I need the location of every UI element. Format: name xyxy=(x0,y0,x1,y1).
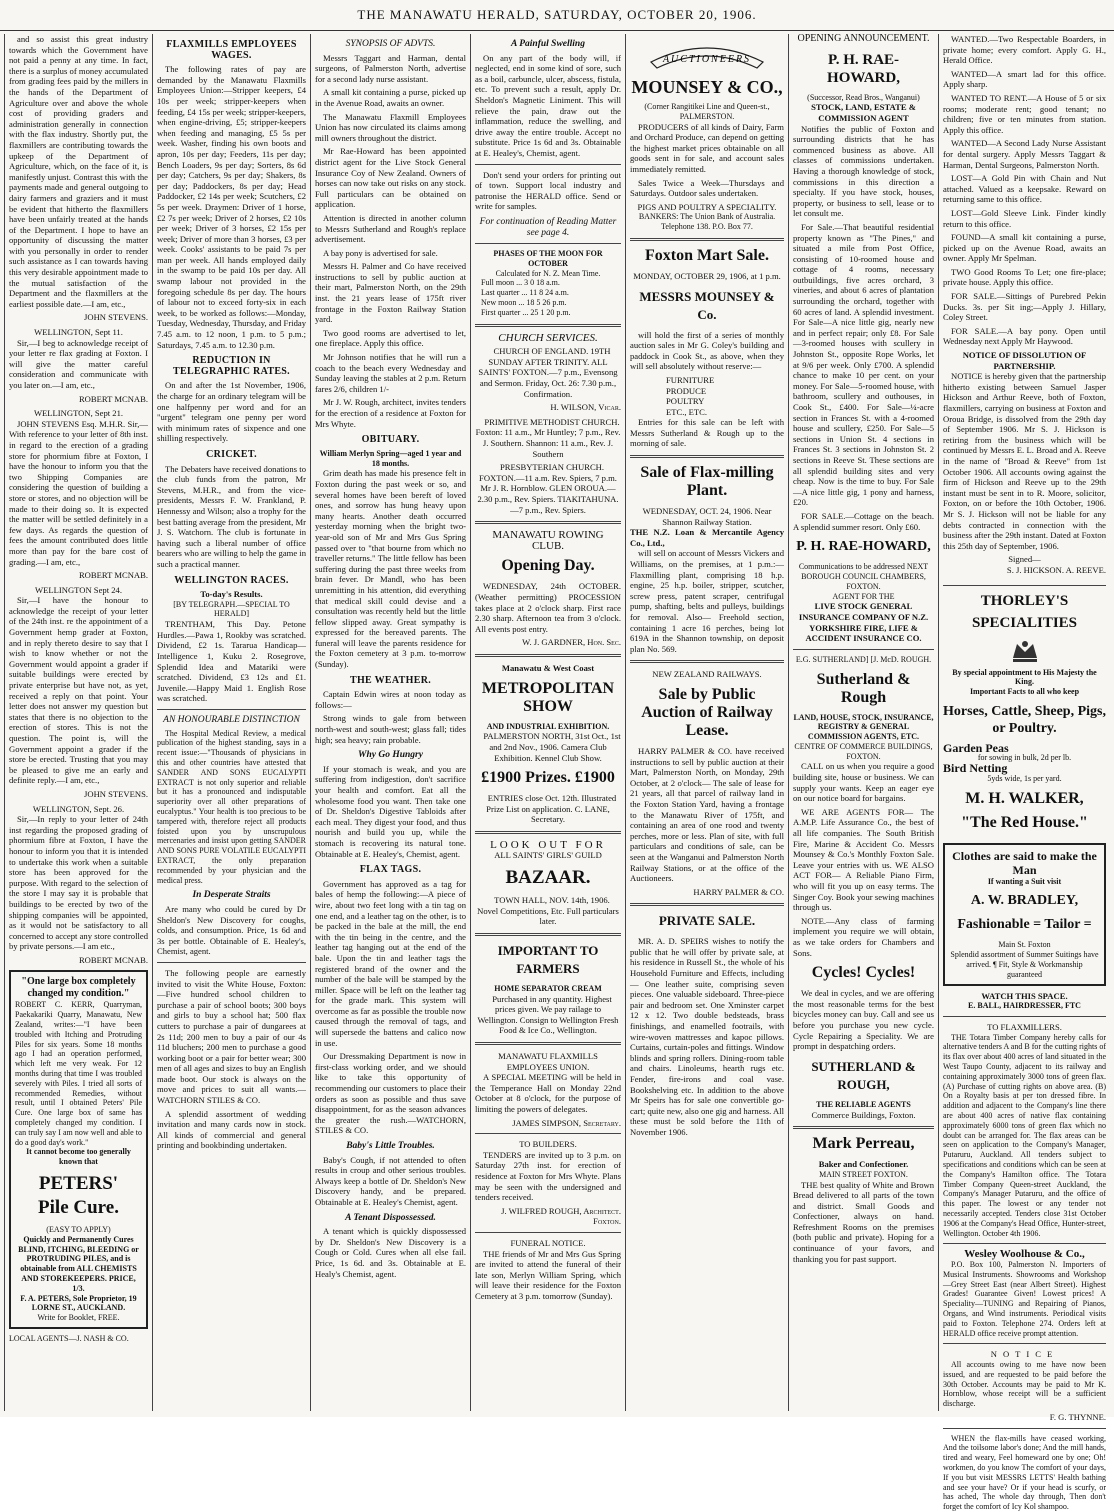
divider xyxy=(630,903,784,906)
article-text: Attention is directed in another column to Messrs Sutherland and Rough's replace advertisement. xyxy=(315,212,466,245)
moon-heading: PHASES OF THE MOON FOR OCTOBER xyxy=(493,249,603,268)
flax-sale-text: will sell on account of Messrs Vickers and Williams, on the premises, at 1 p.m.:— Flaxmilling plant, comprising 18 h.p. engine, 25 h.p. boiler, stripper, scutcher, screw press, patent scraper, centrifugal pump, shafting, belts and pulleys, buildings for removal. Also— Freehold section, containing 1 acre 16 perches, being lot 619A in the Shannon township, on deposit plan No. 569. xyxy=(630,548,784,654)
continuation-note: For continuation of Reading Matter see page 4. xyxy=(479,216,617,238)
letter-text: Sir,—In reply to your letter of 24th inst regarding the proposed grading of phormium fibre at Foxton, I have the honour to inform you that it is intended to undertake this work when a suitable store has been approved for the purpose. With regard to the selection of the store I may say it is probable that buildings to be erected by two of the shipping companies will be appointed, as it would not be satisfactory to all concerned to accept any store controlled by private persons.—I am etc., xyxy=(9,814,148,952)
divider xyxy=(475,654,621,657)
private-sale-text: MR. A. D. SPEIRS wishes to notify the public that he will offer by private sale, at his residence in Russell St., the whole of his Household Furniture and Effects, including— One leather suite, comprising seven pieces. One valuable sideboard. Three-piece pair and bedroom set. One Xminster carpet 12 x 12. Two double bedsteads, brass finishings, and enamelled footrails, with wire-woven mattresses and kapoc pillows. Curtains, curtain-poles and fittings. Window blinds and spring rollers. Dining-room table and chairs. Linoleums, hearth rugs etc. Fender, fire-irons and coal vase. Bookshelving etc. In addition to the above Mr Speirs has for sale one convertible go-cart; quite new, also one gig and harness. All these must be sold before the 11th of November 1906. xyxy=(630,936,784,1137)
show-title: METROPOLITAN SHOW xyxy=(481,679,615,715)
flax-sale-firm: THE N.Z. Loan & Mercantile Agency Co., Ltd., xyxy=(630,527,784,548)
headline: In Desperate Straits xyxy=(192,890,271,901)
article-text: Don't send your orders for printing out of town. Support local industry and patronise the HERALD office. Send or write for samples. xyxy=(475,169,621,212)
article-text: Grim death has made his presence felt in Foxton during the past week or so, and several homes have been bereft of loved ones, and sorrow has hung heavy upon many hearts. Another death occurred yesterday morning when the bright two-year-old son of Mr and Mrs Gus Spring passed over to "that bourne from which no traveller returns." The little fellow has been suffering during the past three weeks from brain fever. Dr Mandl, who has been unremitting in his attention, did everything that medical skill could devise and a consultation was recently held but the little fellow slipped away. Great sympathy is expressed for the bereaved parents. The funeral will leave the parents residence for the Foxton cemetery at 3 p.m. to-morrow (Sunday). xyxy=(315,468,466,670)
peters-pile-cure-ad xyxy=(9,970,148,1329)
divider xyxy=(630,238,784,241)
watch-space: WATCH THIS SPACE. xyxy=(981,990,1068,1001)
headline: Baby's Little Troubles. xyxy=(346,1141,435,1151)
signature: ROBERT MCNAB. xyxy=(78,570,148,581)
column-4 xyxy=(470,34,625,1411)
bazaar-text: TOWN HALL, NOV. 14th, 1906. Novel Competitions, Etc. Full particulars later. xyxy=(477,895,619,927)
ad-brand: PETERS' xyxy=(38,1173,119,1195)
signature: H. WILSON, Vicar. xyxy=(550,402,621,413)
agent-name: P. H. RAE-HOWARD, xyxy=(827,51,900,86)
article-text: Messrs Taggart and Harman, dental surgeons, of Palmerston North, advertise for a second lady nurse assistant. xyxy=(315,52,466,84)
moon-row: New moon ... 18 5 26 p.m. xyxy=(481,298,567,308)
divider xyxy=(475,831,621,834)
moon-subheading: Calculated for N. Z. Mean Time. xyxy=(495,268,601,278)
sr-address: Commerce Buildings, Foxton. xyxy=(811,1109,916,1120)
divider xyxy=(475,243,621,244)
article-text: The following rates of pay are demanded by the Manawatu Flaxmills Employees Union:—Stripper keepers, £4 10s per week; stripper-keepers when feeding, £4 15s per week; stripper-keepers, when engine-driving, £5; stripper-keepers when feeding and managing, £5 5s per week. Washer, finding his own boots and apron, 10s per day; Feeders, 11s per day; Bench Loaders, 9s per day; Sorters, 8s 6d per day; Catchers, 9s per day; Shakers, 8s per day; Paddockers, 8s per day; Head Paddocker, £2 14s per week; Scutchers, £2 5s per week. Draymen: Driver of 1 horse, £2 7s per week; Driver of 2 horses, £2 10s per week; Driver of 3 horses, £2 15s per week; Driver of more than 3 horses, £3 per week. Cooks' assistants to be paid 7s per man per week. All hands employed daily in the swamp to be paid 10s per day. All swamp labour not provided in the foregoing schedule 8s per day. The hours of labour not to exceed forty-six in each week, to be worked as follows:—Monday, Tuesday, Wednesday, Thursday, and Friday 7.45 a.m. to 12 noon, 1 p.m. to 5 p.m.; Saturdays, 7.45 a.m. to 12.30 p.m. xyxy=(157,64,306,350)
classifieds-block xyxy=(943,34,1106,580)
thorley-appointment: By special appointment to His Majesty the King. xyxy=(952,667,1097,687)
divider xyxy=(157,709,306,710)
baker-address: MAIN STREET FOXTON. xyxy=(819,1169,908,1179)
ad-tag: (EASY TO APPLY) xyxy=(46,1225,111,1235)
notice-heading: NOTICE xyxy=(990,1349,1059,1360)
firm-address: (Corner Rangitikei Line and Queen-st., PALMERSTON. xyxy=(644,102,770,121)
farmers-title: IMPORTANT TO FARMERS xyxy=(497,942,599,976)
list-item: PRODUCE xyxy=(666,385,707,396)
signature: JOHN STEVENS. xyxy=(84,312,148,323)
private-sale-title: PRIVATE SALE. xyxy=(658,913,756,929)
union-text: A SPECIAL MEETING will be held in the Temperance Hall on Monday 22nd October at 8 o'clock, for the purpose of limiting the powers of delegates. xyxy=(475,1072,621,1114)
insurance-company: LIVE STOCK GENERAL INSURANCE COMPANY OF N.Z. xyxy=(798,601,929,622)
article-text: On any part of the body will, if neglected, end in some kind of sore, such as a boil, carbuncle, ulcer, abscess, fistula, etc. To prevent such a result, apply Dr. Sheldon's Magnetic Liniment. This will relieve the pain, draw out the inflammation, reduce the swelling, and drive away the entire trouble. Accept no substitute. Price 1s 6d and 3s. Obtainable at E. Healey's, Chemist, agent. xyxy=(475,52,621,158)
headline: AN HONOURABLE DISTINCTION xyxy=(163,715,300,726)
list-item: FURNITURE xyxy=(666,374,715,385)
column-3 xyxy=(310,34,470,1411)
baker-title: Baker and Confectioner. xyxy=(818,1159,909,1170)
sr-title: Sutherland & Rough xyxy=(816,670,911,706)
headline: CRICKET. xyxy=(206,448,257,460)
divider xyxy=(475,1133,621,1134)
builders-text: TENDERS are invited up to 3 p.m. on Saturday 27th inst. for erection of residence at Foxton for Mrs Whyte. Plans may be seen with the undersigned and tenders received. xyxy=(475,1149,621,1203)
telegraph-note: [BY TELEGRAPH.—SPECIAL TO HERALD] xyxy=(173,599,290,619)
bradley-suit: If wanting a Suit visit xyxy=(987,876,1062,886)
headline: WELLINGTON RACES. xyxy=(174,574,289,586)
mart-list xyxy=(630,375,784,417)
bradley-headline: Clothes are said to make the Man xyxy=(952,848,1097,877)
walker-name: M. H. WALKER, xyxy=(965,789,1084,807)
bazaar-title: BAZAAR. xyxy=(505,867,591,889)
divider xyxy=(475,933,621,936)
agent-title: STOCK, LAND, ESTATE & COMMISSION AGENT xyxy=(811,102,916,123)
moon-row: First quarter ... 25 1 20 p.m. xyxy=(481,307,571,317)
divider xyxy=(475,1042,621,1045)
mart-date: MONDAY, OCTOBER 29, 1906, at 1 p.m. xyxy=(633,270,781,281)
mart-text: Entries for this sale can be left with Messrs Sutherland & Rough up to the morning of sale. xyxy=(630,417,784,449)
firm-name: MOUNSEY & CO., xyxy=(631,77,783,97)
letter-date: WELLINGTON, Sept. 26. xyxy=(32,803,125,814)
sr-note: NOTE.—Any class of farming implement you require we will obtain, as we take orders for Chambers and Sons. xyxy=(793,915,934,958)
bradley-block xyxy=(943,838,1106,991)
article-text: A bay pony is advertised for sale. xyxy=(323,247,438,258)
signature: HARRY PALMER & CO. xyxy=(693,886,784,897)
firm-speciality: PIGS AND POULTRY A SPECIALITY. xyxy=(637,201,777,212)
moon-row: Full moon ... 3 0 18 a.m. xyxy=(481,278,560,288)
article-text: The Hospital Medical Review, a medical publication of the highest standing, says in a recent issue:—"Thousands of physicians in this and other countries have attested that SANDER AND SONS EUCALYPTI EXTRACT is not only superior and reliable but it has a pronounced and indisputable superiority over all other preparations of eucalyptus." Your health is too precious to be tampered with, therefore reject all products foisted upon you by unscrupulous mercenaries and insist upon getting SANDER AND SONS PURE VOLATILE EUCALYPTI EXTRACT, the only preparation recommended by your physician and the medical press. xyxy=(157,728,306,885)
funeral-text: THE friends of Mr and Mrs Gus Spring are invited to attend the funeral of their late son, Merlyn William Spring, which will leave their residence for the Foxton Cemetery at 3 p.m. tomorrow (Sunday). xyxy=(475,1248,621,1301)
subheadline: To-day's Results. xyxy=(200,589,263,600)
article-text: Baby's Cough, if not attended to often results in croup and other serious troubles. Always keep a bottle of Dr. Sheldon's New Discovery handy, and be prepared. Obtainable at E. Healey's Chemist, agent. xyxy=(315,1154,466,1207)
firm-bankers: BANKERS: The Union Bank of Australia. xyxy=(638,212,776,222)
netting-sub: 5yds wide, 1s per yard. xyxy=(987,773,1062,783)
classified-ad: FOR SALE.—Sittings of Purebred Pekin Ducks. 3s. per Sit ing;—Apply J. Hillary, Coley Street. xyxy=(943,291,1106,323)
signature: ROBERT MCNAB. xyxy=(78,393,148,404)
letter-text: Sir,—I beg to acknowledge receipt of your letter re flax grading at Foxton. I will give the matter careful consideration and communicate with you later on.—I am, etc., xyxy=(9,337,148,390)
article-text: A tenant which is quickly dispossessed by Dr. Sheldon's New Discovery is a Cough or Cold. Cures when all else fail. Price, 1s 6d. and 3s. Obtainable at E. Healy's Chemist, agent. xyxy=(315,1226,466,1279)
article-text: Messrs H. Palmer and Co have received instructions to sell by public auction at their mart, Palmerston North, on the 29th inst. the 21 years lease of 175ft river frontage in the Foxton Railway Station yard. xyxy=(315,261,466,325)
moon-table xyxy=(475,278,621,317)
bradley-address: Main St. Foxton xyxy=(998,940,1051,950)
headline: Why Go Hungry xyxy=(358,750,423,761)
baker-text: THE best quality of White and Brown Bread delivered to all parts of the town and district. Small Goods and Confectioner, always on hand. Refreshment Rooms on the premises (both public and private). Hoping for a continuance of your favors, and thanking you for past support. xyxy=(793,1179,934,1264)
headline: SYNOPSIS OF ADVTS. xyxy=(345,39,436,49)
church-heading: CHURCH SERVICES. xyxy=(498,331,598,344)
ad-free: Write for Booklet, FREE. xyxy=(37,1313,120,1323)
letter-date: WELLINGTON Sept 24. xyxy=(35,584,122,595)
auctioneers-banner: AUCTIONEERS xyxy=(662,54,752,65)
ad-brand-sub: Pile Cure. xyxy=(38,1197,119,1219)
classified-ad: WANTED—A Second Lady Nurse Assistant for dental surgery. Apply Messrs Taggart & Harman, Dental Surgeons, Palmerston North. xyxy=(943,138,1106,170)
agent-for: AGENT FOR THE xyxy=(832,591,895,601)
partners: E.G. SUTHERLAND] [J. McD. ROUGH. xyxy=(795,654,932,664)
headline: REDUCTION IN TELEGRAPHIC RATES. xyxy=(173,355,290,377)
divider xyxy=(630,455,784,458)
bazaar-guild: ALL SAINTS' GIRLS' GUILD xyxy=(494,850,602,861)
article-text: Mr J. W. Rough, architect, invites tenders for the erection of a residence at Foxton for Mrs Whyte. xyxy=(315,397,466,429)
sr-agents: WE ARE AGENTS FOR— The A.M.P. Life Assurance Co., the best of all life companies. The South British Fire, Marine & Accident Co. Messrs Mounsey & Co.'s Monthly Foxton Sale. Leave your entries with us. WE ALSO ACT FOR— A Reliable Piano Firm, who will fit you up on easy terms. The Singer Coy. Book your sewing machines through us. xyxy=(793,806,934,913)
letter-text: Sir,—I have the honour to acknowledge the receipt of your letter of the 24th inst. re the appointment of a Government hemp grader at Foxton, and in reply thereto desire to say that I wish to know whether or not the Government would appoint a grader if suitable buildings were erected by private enterprise but have not, as yet, received a reply on that point. Your letter does not answer my question but states that there is no objection to the erection of stores. This is not the question. The point is, will the Government appoint a grader if the store be erected. Trusting that you may be pleased to give me an early and definite reply.—I am, etc., xyxy=(9,595,148,786)
letter-date: WELLINGTON, Sept 11. xyxy=(34,327,123,338)
divider xyxy=(630,660,784,663)
article-text: The following people are earnestly invited to visit the White House, Foxton:—Five hundred school children to purchase a pair of school boots; 300 boys and girls to buy a school hat; 500 flax cutters to purchase a pair of dungarees at 2s 11d; 200 men to buy a pair of our 4s 11d bluchers; 200 men to purchase a good working boot or a pair for better wear; 300 men of all ages and sizes to buy an English made boot. Our stock is always on the move and prices to suit all wants.—WATCHORN STILES & CO. xyxy=(157,967,306,1106)
show-heading: Manawatu & West Coast xyxy=(501,662,595,673)
firm-text: Sales Twice a Week—Thursdays and Saturdays. Outdoor sales undertaken. xyxy=(630,177,784,199)
headline: THE WEATHER. xyxy=(349,674,432,686)
church-entry: PRIMITIVE METHODIST CHURCH. Foxton: 11 a.m., Mr Huntley; 7 p.m., Rev. J. Southern. Shannon: 11 a.m., Rev. J. Southern xyxy=(475,416,621,459)
ad-note: It cannot become too generally known that xyxy=(26,1147,131,1167)
ad-body: ROBERT C. KERR, Quarryman, Paekakariki Quarry, Manawatu, New Zealand, writes:—"I have been troubled with Itching and Protruding Piles for six years. Some 18 months ago I had an operation performed, which left me very weak. For 12 months during that time I was troubled severely with Piles. I tried all sorts of recommended Remedies, without result, until I obtained Peters' Pile Cure. One large box of same has completely changed my condition. I can truly say I am now well and able to do a good day's work." xyxy=(15,1000,142,1147)
signature: JAMES SIMPSON, Secretary. xyxy=(512,1117,621,1128)
article-text: Mr Rae-Howard has been appointed district agent for the Live Stock General Insurance Coy of New Zealand. Owners of horses can now take out risks on any stock. Full particulars can be obtained on application. xyxy=(315,146,466,210)
ad-proprietor: F. A. PETERS, Sole Proprietor, 19 LORNE ST., AUCKLAND. xyxy=(20,1293,137,1313)
royal-crest-icon xyxy=(1007,638,1043,664)
article-text: TRENTHAM, This Day. Petone Hurdles.—Pawa 1, Rookby was scratched. Dividend, £2 1s. Tararua Handicap—Intelligence 1, Kuku 2. Rosegrove, Splendid Idea and Matariki were scratched. Dividend, £3 12s and £1. Juvenile.—Happy Maid 1. English Rose was scratched. xyxy=(157,619,306,704)
classified-ad: LOST—Gold Sleeve Link. Finder kindly return to this office. xyxy=(943,207,1106,229)
announcement-heading: OPENING ANNOUNCEMENT. xyxy=(797,33,930,44)
firm-telephone: Telephone 138. P.O. Box 77. xyxy=(661,222,753,232)
mart-firm: MESSRS MOUNSEY & Co. xyxy=(639,288,775,322)
article-text: A small kit containing a purse, picked up in the Avenue Road, awaits an owner. xyxy=(315,87,466,108)
sr-title: SUTHERLAND & ROUGH, xyxy=(811,1058,916,1092)
classified-ad: FOR SALE.—A bay pony. Open until Wednesday next Apply Mr Haywood. xyxy=(943,325,1106,347)
wesley-name: Wesley Woolhouse & Co., xyxy=(964,1248,1085,1261)
column-2 xyxy=(152,34,310,1411)
ad-quote: "One large box completely changed my condition." xyxy=(21,976,136,1000)
article-text: Our Dressmaking Department is now in first-class working order, and we should like to take this opportunity of recommending our customers to place their orders as soon as possible and thus save disappointment, for as the season advances the greater the rush.—WATCHORN, STILES & CO. xyxy=(315,1051,466,1136)
wesley-text: P.O. Box 100, Palmerston N. Importers of Musical Instruments. Showrooms and Workshop—Grey Street East (near Albert Street). Highest Grades! Guarantee Given! Lowest prices! A Speciality—TUNING and Repairing of Pianos, Organs, and Wind instruments. Periodical visits paid to Foxton. Telephone 274. Orders left at HERALD office receive prompt attention. xyxy=(943,1259,1106,1338)
divider xyxy=(157,962,306,963)
farmers-subtitle: HOME SEPARATOR CREAM xyxy=(494,983,602,993)
divider xyxy=(475,1232,621,1233)
flax-sale-date: WEDNESDAY, OCT. 24, 1906. Near Shannon Railway Station. xyxy=(642,506,772,527)
railways-text: HARRY PALMER & CO. have received instructions to sell by public auction at their Mart, Palmerston North, on Monday, 29th October, at 2 o'clock— The sale of lease for 21 years, all that parcel of railway land in the Foxton Station Yard, having a frontage to the Manawatu River of 175ft, and containing an area of one rood and twenty perches, more or less. Plan of site, with full particulars and conditions of sale, can be seen at the Wanganui and Palmerston North Railway Stations, or at the office of the Auctioneers. xyxy=(630,745,784,884)
letter-date: WELLINGTON, Sept 21. xyxy=(33,408,124,419)
ad-sub: Quickly and Permanently Cures BLIND, ITCHING, BLEEDING or PROTRUDING PILES, and is obtainable from ALL CHEMISTS AND STOREKEEPERS. PRICE, 1/3. xyxy=(18,1234,139,1293)
column-5 xyxy=(625,34,788,1411)
peas-title: Garden Peas xyxy=(943,740,1009,755)
classified-ad: WANTED TO RENT.—A House of 5 or six rooms; moderate rent; good tenant; no children; five or ten minutes from station. Apply this office. xyxy=(943,92,1106,135)
headline: A Tenant Dispossessed. xyxy=(345,1212,436,1223)
headline: A Painful Swelling xyxy=(511,39,585,49)
show-text: ENTRIES close Oct. 12th. Illustrated Prize List on application. C. LANE, Secretary. xyxy=(486,793,617,825)
cycles-title: Cycles! Cycles! xyxy=(811,964,916,982)
railways-heading: NEW ZEALAND RAILWAYS. xyxy=(652,669,762,680)
classified-ad: FOUND—A small kit containing a purse, picked up on the Avenue Road, awaits an owner. Apply Mr Spelman. xyxy=(943,232,1106,264)
thorley-facts: Important Facts to all who keep xyxy=(969,687,1080,697)
article-text: Mr Johnson notifies that he will run a coach to the beach every Wednesday and Sunday leaving the stables at 2 p.m. Return fares 2/6, children 1/- xyxy=(315,352,466,394)
article-text: Two good rooms are advertised to let, one fireplace. Apply this office. xyxy=(315,327,466,349)
hairdresser: E. BALL, HAIRDRESSER, FTC xyxy=(968,1001,1081,1011)
headline: FLAXMILLS EMPLOYEES WAGES. xyxy=(166,39,297,61)
dissolution-heading: NOTICE OF DISSOLUTION OF PARTNERSHIP. xyxy=(962,350,1087,371)
signature: J. WILFRED ROUGH, Architect. Foxton. xyxy=(501,1205,621,1227)
signature: W. J. GARDNER, Hon. Sec. xyxy=(522,637,621,648)
cycles-text: We deal in cycles, and we are offering the most reasonable terms for the best bicycles money can buy. Call and see us before you purchase you new cycle. Cycle Repairing a Speciality. We are prompt in despatching orders. xyxy=(793,988,934,1052)
signature: ROBERT MCNAB. xyxy=(78,954,148,965)
dissolution-signed: Signed— xyxy=(1008,554,1041,565)
flaxmillers-text: THE Totara Timber Company hereby calls for alternative tenders A and B for the cutting rights of its flax over about 400 acres of land situated in the West Taupo County, adjacent to its railway and containing approximately 3000 tons of green flax. (A) Purchase of cutting rights on above area. (B) On a Royalty basis at per ton dressed fibre. In addition and adjacent to the Company's line there are about 400 acres of native flax containing approximately 6000 tons of green flax which no doubt can be arranged for. The flax areas can be seen on application to the Company's Manager, Putaruru, Auckland. All tenders subject to specifications and conditions which can be seen at the Company's Hamilton office. The Totara Timber Company Queen-street Auckland, the Company's Manager Putaruru, and the office of this paper. The lowest or any tender not necessarily accepted. Tenders close 31st October 1906 at the Company's Head Office, Hunter-street, Wellington. October 4th 1906. xyxy=(943,1032,1106,1238)
divider xyxy=(475,164,621,165)
article-text: Captain Edwin wires at noon today as follows:— xyxy=(315,689,466,710)
church-entry: CHURCH OF ENGLAND. 19TH SUNDAY AFTER TRINITY. ALL SAINTS' FOXTON.—7 p.m., Evensong and Sermon. Friday, Oct. 26: 7.30 p.m., Confirmation. xyxy=(478,346,618,399)
article-text: If your stomach is weak, and you are suffering from indigestion, don't sacrifice your health and comfort. Eat all the wholesome food you want. Then take one of Dr. Sheldon's Digestive Tabloids after each meal. They digest your food, and thus nourish and build you up, while the stomach is recovering its natural tone. Obtainable at E. Healey's, Chemist, agent. xyxy=(315,763,466,859)
thorley-animals: Horses, Cattle, Sheep, Pigs, or Poultry. xyxy=(943,703,1106,736)
signature: S. J. HICKSON. A. REEVE. xyxy=(1006,564,1106,575)
article-text: Are many who could be cured by Dr Sheldon's New Discovery for coughs, colds, and consumption. Price, 1s 6d and 3s per bottle. Obtainable of E. Healey's, Chemist, agent. xyxy=(157,903,306,957)
article-text: The Debaters have received donations to the club funds from the patron, Mr Stevens, M.H.R., and from the vice-presidents, Messrs F. W. Frankland, P. Hennessy and Wilson; also a trophy for the best batting average from the president, Mr J. S. Watchorn. The club is fortunate in having such a liberal number of office bearers who are willing to help the game in such a practical manner. xyxy=(157,463,306,569)
poem-ad: WHEN the flax-mills have ceased working, And the toilsome labor's done; And the mill hands, tired and weary, Feel homeward one by one; Oh! workmen, do you know The comfort of your days, If you but visit MESSRS LETTS' Health bathing and see your have? Or if your head is scurfy, or has ached, The whole day through, Then don't forget the comfort of Icy Kol shampoo. xyxy=(943,1433,1106,1512)
bradley-text: Splendid assortment of Summer Suitings have arrived. ¶ Fit, Style & Workmanship guaranteed xyxy=(950,950,1099,979)
agent-address: Communications to be addressed NEXT BOROUGH COUNCIL CHAMBERS, FOXTON. xyxy=(798,562,929,591)
show-text: PALMERSTON NORTH, 31st Oct., 1st and 2nd Nov., 1906. Camera Club Exhibition. Kennel Club Show. xyxy=(483,731,621,763)
signature: F. G. THYNNE. xyxy=(1049,1411,1106,1422)
list-item: ETC., ETC. xyxy=(666,406,708,417)
column-1 xyxy=(4,34,152,1411)
sr-subtitle: LAND, HOUSE, STOCK, INSURANCE, REGISTRY & GENERAL COMMISSION AGENTS, ETC. xyxy=(793,712,934,742)
letter-text: and so assist this great industry towards which the Government have not paid a penny at any time. In fact, there is a surplus of money accumulated from grading fees paid by the millers in the hands of the Department of Agriculture over and above the whole cost of providing graders and administration generally in connection with the flax industry. Shortly put, the flaxmillers are contributing towards the upkeep of the Department of Agriculture, which, on the face of it, is manifestly unjust. Contrast this with the payments made and general outgoing to dairy farmers and graziers and it must be evident that hitherto the flaxmillers have been unfairly treated at the hands of the Department. I hope to have an opportunity of discussing the matter with you personally in order to render such assistance as I can towards having this very desirable appointment made to the mutual satisfaction of the Department and the flaxmillers at the earliest possible date.—I am, etc., xyxy=(9,34,148,309)
farmers-text: Purchased in any quantity. Highest prices given. We pay railage to Wellington. Consign to Wellington Fresh Food & Ice Co., Wellington. xyxy=(477,993,619,1036)
agent-text: Notifies the public of Foxton and surrounding districts that he has commenced business as above. All classes of commissions undertaken. Having a thorough knowledge of stock, commissions in this direction a specialty. If you have stock, houses, property, or business to sell, lease or to let consult me. xyxy=(793,123,934,219)
baker-name: Mark Perreau, xyxy=(812,1135,915,1153)
classifieds-list xyxy=(943,34,1106,580)
rowing-text: WEDNESDAY, 24th OCTOBER. (Weather permitting) PROCESSION takes place at 2 o'clock sharp. First race 2.30 sharp. Afternoon tea from 3 o'clock. All events post entry. xyxy=(475,581,621,634)
column-6 xyxy=(788,34,938,1411)
divider xyxy=(943,1343,1106,1344)
flax-sale-title: Sale of Flax-milling Plant. xyxy=(640,464,774,500)
notice-text: All accounts owing to me have now been issued, and are requested to be paid before the 30th October. Accounts may be paid to Mr K. Hornblow, whose receipt will be a sufficient discharge. xyxy=(943,1359,1106,1409)
divider xyxy=(943,585,1106,586)
signature: JOHN STEVENS. xyxy=(84,788,148,799)
agent-cottage: FOR SALE.—Cottage on the beach. A splendid summer resort. Only £60. xyxy=(793,510,934,532)
auctioneers-banner-icon xyxy=(647,38,767,72)
classified-ad: TWO Good Rooms To Let; one fire-place; private house. Apply this office. xyxy=(943,266,1106,288)
article-text: Strong winds to gale from between north-west and south-west; glass fall; tides high; sea heavy; rain probable. xyxy=(315,713,466,745)
article-text: The Manawatu Flaxmill Employees Union has now circulated its claims among mill owners throughout the district. xyxy=(315,111,466,143)
insurance-company: YORKSHIRE FIRE, LIFE & ACCIDENT INSURANCE CO. xyxy=(805,622,922,644)
bradley-tailor: Fashionable = Tailor = xyxy=(957,917,1092,933)
show-prize: £1900 Prizes. £1900 xyxy=(481,769,615,787)
bradley-ad xyxy=(943,843,1106,986)
moon-row: Last quarter ... 11 8 24 a.m. xyxy=(481,288,569,298)
show-subtitle: AND INDUSTRIAL EXHIBITION. xyxy=(486,721,610,731)
agent-sub: (Successor, Read Bros., Wanganui) xyxy=(807,92,920,102)
divider xyxy=(793,649,934,650)
sr-subtitle: THE RELIABLE AGENTS xyxy=(816,1099,911,1109)
classified-ad: WANTED—A smart lad for this office. Apply sharp. xyxy=(943,68,1106,90)
divider xyxy=(793,1126,934,1129)
divider xyxy=(943,1428,1106,1429)
builders-heading: TO BUILDERS. xyxy=(519,1139,577,1150)
sr-text: CALL on us when you require a good building site, house or business. We can supply your wants. Keep an eager eye on our notice board for bargains. xyxy=(793,761,934,804)
masthead: THE MANAWATU HERALD, SATURDAY, OCTOBER 20, 1906. xyxy=(0,0,1114,31)
article-text: On and after the 1st November, 1906, the charge for an ordinary telegram will be one halfpenny per word and for an "urgent" telegram one penny per word with minimum rates of sixpence and one shilling respectively. xyxy=(157,380,306,444)
mart-title: Foxton Mart Sale. xyxy=(645,246,769,264)
peas-sub: for sowing in bulk, 2d per lb. xyxy=(977,753,1072,763)
bradley-name: A. W. BRADLEY, xyxy=(970,893,1079,909)
dissolution-text: NOTICE is hereby given that the partnership hitherto existing between Samuel Jasper Hickson and Arthur Reeve, both of Foxton, flaxmillers, carrying on business at Foxton and Oroua Bridge, is dissolved from the 29th day of September 1906. Mr S. J. Hickson is retiring from the business which will be continued by Messrs E. L. Broad and A. Reeve in the name of "Broad & Reeve" from 1st October 1906. All accounts owing against the firm of Hickson and Reeve up to the 29th instant must be sent in to R. Moore, solicitor, Foxton, on or before the 10th October, 1906. Mr S. J. Hickson will not be liable for any debts contracted in connection with the business after the 29th instant. Dated at Foxton this 25th day of September, 1906. xyxy=(943,371,1106,551)
headline: OBITUARY. xyxy=(361,434,420,446)
firm-text: PRODUCERS of all kinds of Dairy, Farm and Orchard Produce, can depend on getting the highest market prices obtainable on all goods sent in for sale, and account sales immediately remitted. xyxy=(630,121,784,174)
divider xyxy=(475,521,621,524)
column-7 xyxy=(938,34,1110,1512)
funeral-heading: FUNERAL NOTICE. xyxy=(510,1237,586,1248)
union-heading: MANAWATU FLAXMILLS EMPLOYEES UNION. xyxy=(498,1051,598,1072)
subheadline: William Merlyn Spring—aged 1 year and 18 months. xyxy=(319,448,462,468)
ad-agents: LOCAL AGENTS—J. NASH & CO. xyxy=(9,1333,129,1343)
article-text: A splendid assortment of wedding invitation and many cards now in stock. All kinds of commercial and general printing and bookbinding undertaken. xyxy=(157,1108,306,1151)
divider xyxy=(943,1243,1106,1244)
divider xyxy=(943,1016,1106,1017)
flaxmillers-heading: TO FLAXMILLERS. xyxy=(987,1022,1062,1033)
thorley-subtitle: SPECIALITIES xyxy=(971,614,1078,631)
netting-title: Bird Netting xyxy=(943,761,1008,776)
headline: FLAX TAGS. xyxy=(359,864,422,876)
railways-title: Sale by Public Auction of Railway Lease. xyxy=(641,685,773,739)
agent-sales: For Sale.—That beautiful residential property known as "The Pines," and situated a mile from Post Office, consisting of 10-roomed house and cottage of 4 rooms, necessary outbuildings, five acres orchard, 3 vineries, and about 6 acres of plantation surrounding the orchard, together with 60 acres of land. A splendid investment. For Sale—A nice little gig, nearly new and in perfect repair; only £8. For Sale—3-roomed houses with scullery in Johnston St., opposite Rope Works, let at 9/6 per week. Only £700. A splendid chance to make 10 per cent. on your money. For Sale—5-roomed house, with bathroom, scullery and outhouses, in Cook St., £400. For Sale—¼-acre section in Frances St. with a 4-roomed house and scullery, £250. For Sale—5 sections in Union St. 4 sections in Frances St. 3 sections in Johnston St. 2 sections in Reeve St. These sections are all splendid building sites and very cheap. Now is the time to buy. For Sale—A nice little gig, 1 pony and harness, £20. xyxy=(793,221,934,508)
thorley-title: THORLEY'S xyxy=(980,592,1069,609)
letter-text: JOHN STEVENS Esq. M.H.R. Sir,—With reference to your letter of 8th inst. in regard to the erection of a grading store for phormium fibre at Foxton, I have the honour to inform you that the two Shipping Companies are considering the question of building a store or stores, and no objection will be made to their doing so. It is expected the matter will be settled definitely in a few days. As regards the question of fees the amount contributed does little more than pay for the bare cost of grading.—I am, etc., xyxy=(9,418,148,567)
article-text: Government has approved as a tag for bales of hemp the following:—A piece of wire, about two feet long with a tin tag on one end, and a leather tag on the other, is to be packed in the bale at the mill, the end with the tin being in the centre, and the leather tag hanging out at the end of the bale. Upon the tin and leather tags the registered brand of the owner and the number of the bale will be stamped by the miller. Space will be left on the leather tag for the grade mark. This system will overcome as far as possible the trouble now caused through the removal of tags, and will supersede the battens and calico now in use. xyxy=(315,878,466,1048)
agent-name: P. H. RAE-HOWARD, xyxy=(796,539,931,555)
church-entry: PRESBYTERIAN CHURCH. FOXTON.—11 a.m. Rev. Spiers, 7 p.m. Mr J. R. Hornblow. GLEN OROUA.—2.30 p.m., Rev. Spiers. TIAKITAHUNA.—7 p.m., Rev. Spiers. xyxy=(477,462,619,515)
mart-text: will hold the first of a series of monthly auction sales in Mr G. Coley's building and paddock in Cook St., as above, when they will sell absolutely without reserve:— xyxy=(630,329,784,372)
classified-ad: WANTED.—Two Respectable Boarders, in private home; every comfort. Apply G. H., Herald Office. xyxy=(943,34,1106,66)
rowing-title: Opening Day. xyxy=(501,557,595,575)
bazaar-lookout: LOOK OUT FOR xyxy=(490,838,606,851)
walker-shop: "The Red House." xyxy=(961,813,1088,831)
classified-ad: LOST—A Gold Pin with Chain and Nut attached. Valued as a keepsake. Reward on returning same to this office. xyxy=(943,173,1106,205)
divider xyxy=(475,324,621,327)
sr-address: CENTRE OF COMMERCE BUILDINGS, FOXTON. xyxy=(794,741,933,761)
list-item: POULTRY xyxy=(666,396,705,407)
rowing-heading: MANAWATU ROWING CLUB. xyxy=(492,529,604,552)
